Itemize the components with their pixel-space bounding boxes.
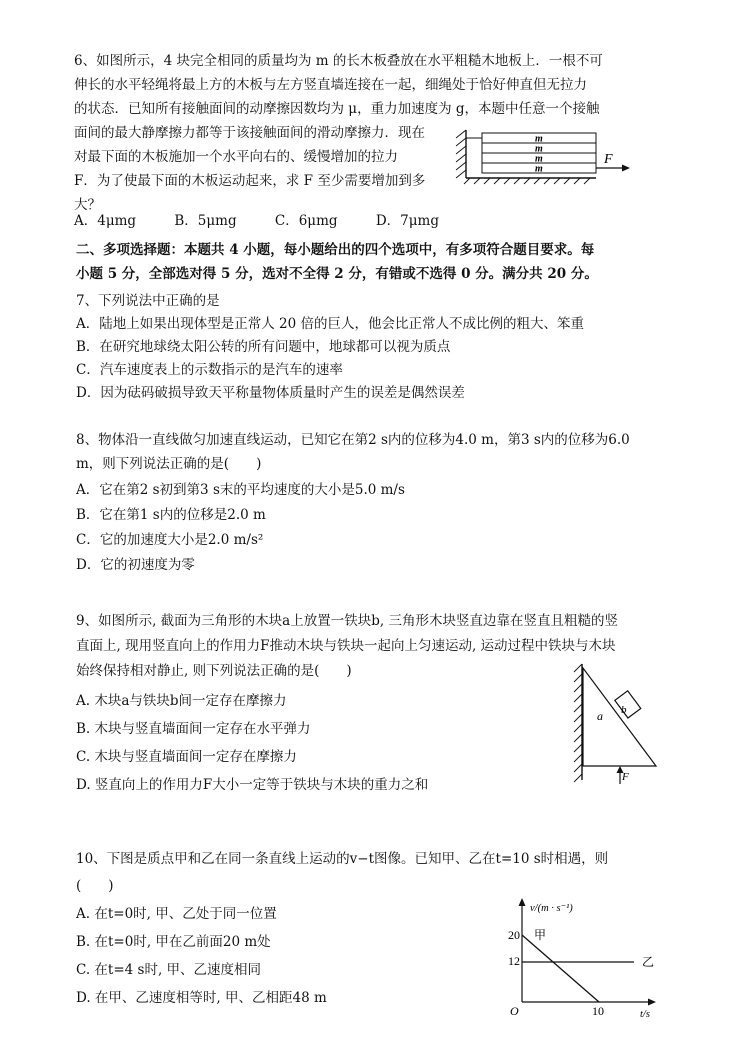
q10-vt-graph xyxy=(496,894,671,1020)
q8-option-b: B．它在第1 s内的位移是2.0 m xyxy=(76,507,266,523)
block-b xyxy=(615,691,641,718)
q6-options xyxy=(74,212,439,230)
x-axis-label: t/s xyxy=(640,1009,650,1020)
q10-line-1: 10、下图是质点甲和乙在同一条直线上运动的v−t图像。已知甲、乙在t=10 s时相遇，则 xyxy=(76,851,609,867)
q6-option-a: A．4μmg xyxy=(74,213,137,229)
q9-line-2: 直面上, 现用竖直向上的作用力F推动木块与铁块一起向上匀速运动, 运动过程中铁块与木块 xyxy=(76,638,616,654)
q9-option-a: A. 木块a与铁块b间一定存在摩擦力 xyxy=(76,693,287,709)
board-4-label: m xyxy=(535,163,543,175)
q10-option-a: A. 在t=0时, 甲、乙处于同一位置 xyxy=(76,906,277,922)
q6-option-d: D．7μmg xyxy=(375,213,439,229)
q8-option-c: C．它的加速度大小是2.0 m/s² xyxy=(76,532,264,548)
q10-option-c: C. 在t=4 s时, 甲、乙速度相同 xyxy=(76,962,262,978)
section2-line-1: 二、多项选择题：本题共 4 小题，每小题给出的四个选项中，有多项符合题目要求。每 xyxy=(76,242,595,258)
q9-line-3: 始终保持相对静止, 则下列说法正确的是( ) xyxy=(76,663,352,679)
force-label: F xyxy=(622,771,629,783)
q7-option-b: B．在研究地球绕太阳公转的所有问题中，地球都可以视为质点 xyxy=(76,339,451,355)
y-tick-12: 12 xyxy=(508,954,520,968)
board-1-label: m xyxy=(535,133,543,145)
q8-option-a: A．它在第2 s初到第3 s末的平均速度的大小是5.0 m/s xyxy=(76,482,405,498)
q7-option-d: D．因为砝码破损导致天平称量物体质量时产生的误差是偶然误差 xyxy=(76,385,465,401)
q7-stem: 7、下列说法中正确的是 xyxy=(76,293,220,309)
force-label: F xyxy=(604,152,613,167)
q6-line-1: 6、如图所示，4 块完全相同的质量均为 m 的长木板叠放在水平粗糙木地板上．一根不可 xyxy=(74,53,603,69)
q6-line-4: 面间的最大静摩擦力都等于该接触面间的滑动摩擦力．现在 xyxy=(74,125,425,141)
q8-line-2: m，则下列说法正确的是( ) xyxy=(76,456,262,472)
q7-option-a: A．陆地上如果出现体型是正常人 20 倍的巨人，他会比正常人不成比例的粗大、笨重 xyxy=(76,316,585,332)
section2-line-2: 小题 5 分，全部选对得 5 分，选对不全得 2 分，有错或不选得 0 分。满分共 20 分。 xyxy=(76,266,598,282)
y-axis-label: v/(m · s⁻¹) xyxy=(530,903,573,914)
x-tick-10: 10 xyxy=(592,1004,604,1018)
q6-line-6: F．为了使最下面的木板运动起来，求 F 至少需要增加到多 xyxy=(74,173,426,189)
wall-hatching xyxy=(456,130,466,178)
q9-line-1: 9、如图所示, 截面为三角形的木块a上放置一铁块b, 三角形木块竖直边靠在竖直且粗糙的竖 xyxy=(76,613,618,629)
force-arrow-head xyxy=(622,165,630,172)
q6-line-7: 大？ xyxy=(74,197,101,213)
wedge-a xyxy=(583,668,656,766)
q9-option-b: B. 木块与竖直墙面间一定存在水平弹力 xyxy=(76,721,311,737)
series-jia-label: 甲 xyxy=(534,928,547,942)
q6-line-2: 伸长的水平轻绳将最上方的木板与左方竖直墙连接在一起，细绳处于恰好伸直但无拉力 xyxy=(74,77,587,93)
q9-option-d: D. 竖直向上的作用力F大小一定等于铁块与木块的重力之和 xyxy=(76,777,429,793)
q10-line-2: ( ) xyxy=(76,878,114,894)
q10-option-d: D. 在甲、乙速度相等时, 甲、乙相距48 m xyxy=(76,990,327,1006)
series-yi-label: 乙 xyxy=(642,955,655,969)
board-3-label: m xyxy=(535,153,543,165)
y-tick-20: 20 xyxy=(508,928,520,942)
series-jia-line xyxy=(522,935,599,1002)
y-axis-arrow xyxy=(519,898,526,906)
x-axis-arrow xyxy=(648,999,656,1006)
q6-option-c: C．6μmg xyxy=(274,213,338,229)
q9-option-c: C. 木块与竖直墙面间一定存在摩擦力 xyxy=(76,749,297,765)
ground-hatching xyxy=(464,178,590,184)
wall-hatching xyxy=(574,664,582,782)
q6-line-5: 对最下面的木板施加一个水平向右的、缓慢增加的拉力 xyxy=(74,149,398,165)
wedge-a-label: a xyxy=(597,709,603,723)
q7-option-c: C．汽车速度表上的示数指示的是汽车的速率 xyxy=(76,362,343,378)
q6-figure-stacked-boards xyxy=(452,126,632,188)
q6-option-b: B．5μmg xyxy=(174,213,237,229)
block-b-label: b xyxy=(621,704,627,716)
q6-line-3: 的状态．已知所有接触面间的动摩擦因数均为 μ，重力加速度为 g，本题中任意一个接触 xyxy=(74,101,600,117)
q8-option-d: D．它的初速度为零 xyxy=(76,557,195,573)
q9-figure-wedge xyxy=(570,660,670,790)
q10-option-b: B. 在t=0时, 甲在乙前面20 m处 xyxy=(76,934,271,950)
board-2-label: m xyxy=(535,143,543,155)
origin-label: O xyxy=(510,1004,519,1018)
q8-line-1: 8、物体沿一直线做匀加速直线运动，已知它在第2 s内的位移为4.0 m，第3 s内的位移为6.0 xyxy=(76,432,630,448)
